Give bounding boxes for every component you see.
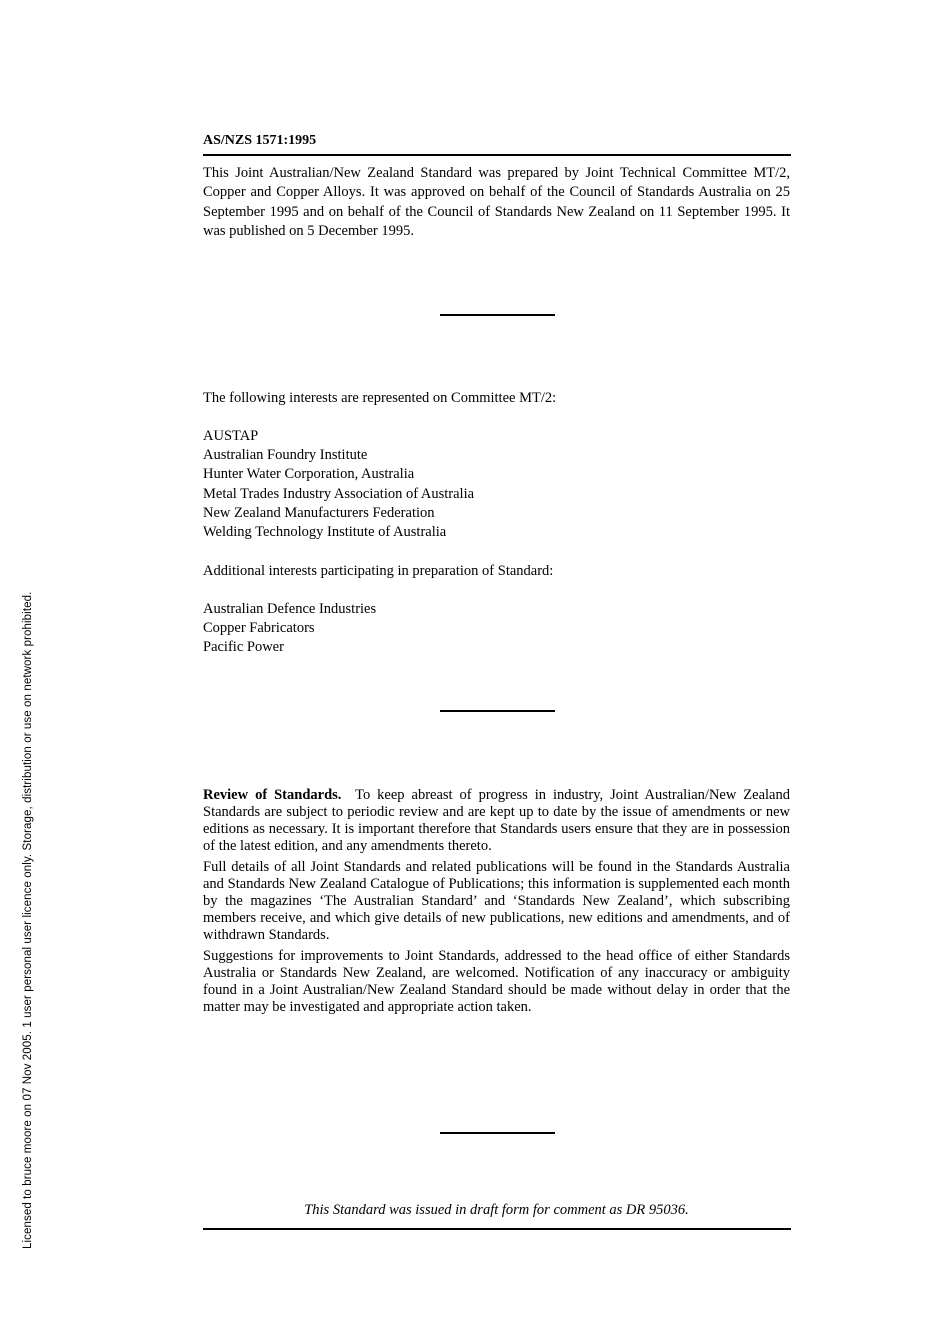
review-paragraph: [203, 787, 790, 855]
approval-paragraph: This Joint Australian/New Zealand Standard was prepared by Joint Technical Committee MT/2, Copper and Copper Alloys. It was approved on behalf of the Council of Standards Australia on 25 September 1995 and on behalf of the Council of Standards New Zealand on 11 September 1995. It was published on 5 December 1995.: [203, 165, 790, 239]
section-divider: [440, 314, 555, 316]
list-item: Copper Fabricators: [203, 620, 315, 637]
additional-interests-intro: Additional interests participating in preparation of Standard:: [203, 563, 554, 579]
review-of-standards: [203, 787, 790, 1020]
list-item: Australian Defence Industries: [203, 601, 377, 617]
review-paragraph: Full details of all Joint Standards and related publications will be found in the Standards Australia and Standards New Zealand Catalogue of Publications; this information is supplemented each month by the magazines ‘The Australian Standard’ and ‘Standards New Zealand’, which subscribing members receive, and which give details of new publications, new editions and amendments, and of withdrawn Standards.: [203, 859, 790, 943]
list-item: New Zealand Manufacturers Federation: [203, 504, 435, 521]
review-text: To keep abreast of progress in industry, Joint Australian/New Zealand Standards are subject to periodic review and are kept up to date by the issue of amendments or new editions as necessary. It is important therefore that Standards users ensure that they are in possession of the latest edition, and any amendments thereto.: [203, 787, 790, 854]
committee-intro: The following interests are represented on Committee MT/2:: [203, 390, 557, 406]
list-item: Welding Technology Institute of Australia: [203, 524, 447, 541]
licence-notice: Licensed to bruce moore on 07 Nov 2005. 1 user personal user licence only. Storage, distribution or use on network prohibited.: [22, 591, 34, 1249]
list-item: Pacific Power: [203, 639, 284, 656]
committee-member-list: [203, 427, 474, 542]
list-item: Hunter Water Corporation, Australia: [203, 466, 415, 483]
section-divider: [440, 1132, 555, 1134]
header-rule: [203, 154, 791, 156]
draft-note: This Standard was issued in draft form for comment as DR 95036.: [304, 1202, 689, 1218]
additional-interests-list: [203, 600, 376, 658]
section-divider: [440, 710, 555, 712]
list-item: Australian Foundry Institute: [203, 447, 368, 464]
review-heading: Review of Standards.: [203, 787, 342, 803]
list-item: Metal Trades Industry Association of Australia: [203, 485, 475, 502]
document-id: AS/NZS 1571:1995: [203, 133, 317, 148]
list-item: AUSTAP: [203, 428, 259, 444]
footer-rule: [203, 1228, 791, 1230]
review-paragraph: Suggestions for improvements to Joint Standards, addressed to the head office of either Standards Australia or Standards New Zealand, are welcomed. Notification of any inaccuracy or ambiguity found in a Joint Australian/New Zealand Standard should be made without delay in order that the matter may be investigated and appropriate action taken.: [203, 948, 790, 1015]
